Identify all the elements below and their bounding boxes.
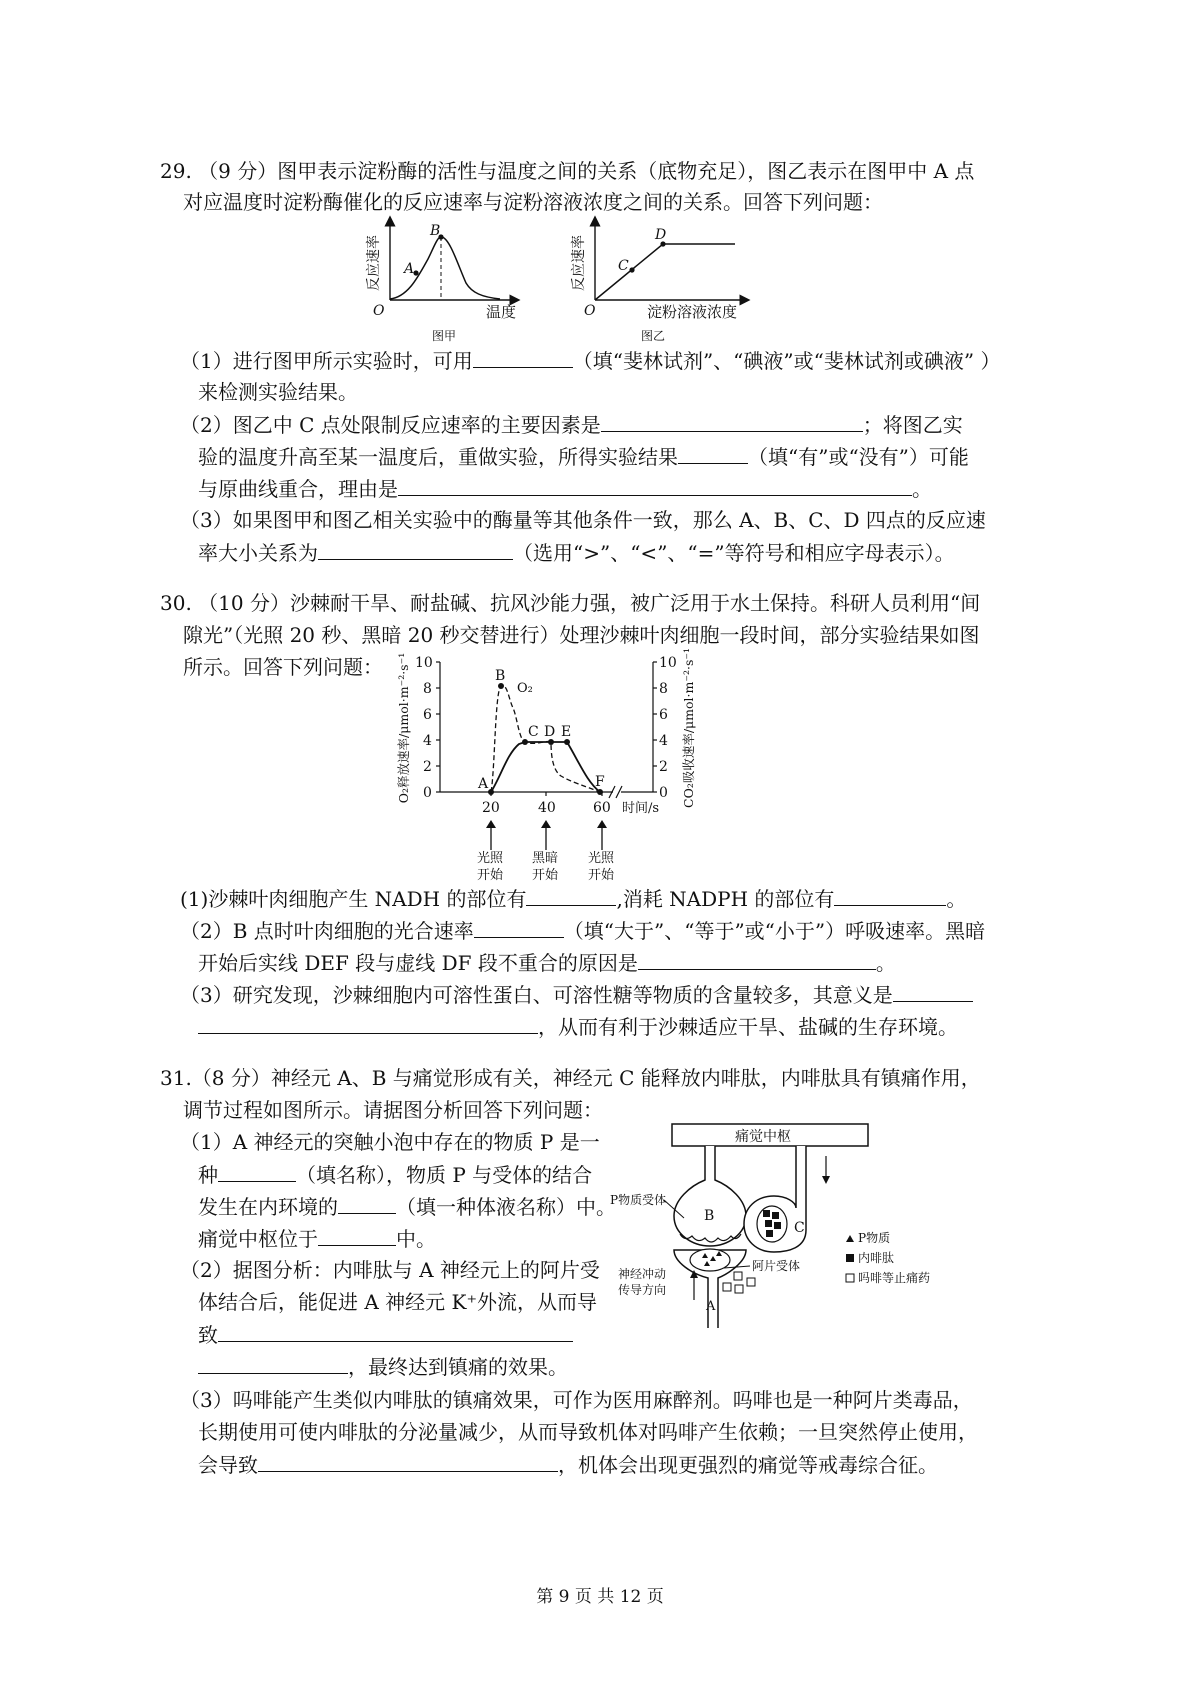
right-y-tick-10: 10 — [659, 655, 677, 671]
q29-sub1-answer-blank[interactable] — [473, 345, 573, 368]
q30-sub1-text: (1)沙棘叶肉细胞产生 NADH 的部位有 — [180, 887, 527, 911]
q31-sub1-line2 — [198, 1159, 592, 1190]
endorphin-mark — [765, 1220, 772, 1227]
x-axis-label: 时间/s — [622, 801, 660, 816]
arrow1-label-1: 光照 — [477, 851, 504, 866]
q31-sub1-text-3: 发生在内环境的 — [198, 1195, 338, 1219]
q29-sub2-line3 — [198, 473, 932, 504]
rate-line — [595, 244, 735, 300]
morphine-square — [735, 1285, 743, 1293]
q29-sub2-line1 — [180, 409, 963, 440]
q29-sub3-hint: （选用“>”、“<”、“=”等符号和相应字母表示）。 — [513, 541, 955, 565]
q31-sub3-answer-blank[interactable] — [258, 1449, 558, 1472]
q31-line-2: 调节过程如图所示。请据图分析回答下列问题： — [183, 1098, 603, 1122]
q31-sub2-line1: （2）据图分析：内啡肽与 A 神经元上的阿片受 — [180, 1258, 600, 1282]
point-d-label: D — [544, 724, 556, 740]
q31-sub1-text-4: （填一种体液名称）中。 — [396, 1195, 616, 1219]
q29-sub2-line2 — [198, 441, 969, 472]
q29-sub2-hint: （填“有”或“没有”）可能 — [748, 445, 969, 469]
q29-sub1-hint: （填“斐林试剂”、“碘液”或“斐林试剂或碘液” ） — [572, 349, 1001, 373]
impulse-label-1: 神经冲动 — [618, 1267, 667, 1281]
legend-p-label: P物质 — [858, 1231, 891, 1245]
q29-sub2-text-3: 验的温度升高至某一温度后，重做实验，所得实验结果 — [198, 445, 678, 469]
q29-line-1: 29. （9 分）图甲表示淀粉酶的活性与温度之间的关系（底物充足），图乙表示在图甲中 A 点 — [160, 159, 975, 183]
q30-sub2-period: 。 — [875, 951, 896, 975]
arrow-head-3 — [597, 820, 607, 828]
right-y-tick-4: 4 — [659, 733, 668, 749]
q31-sub2-answer-blank-2[interactable] — [198, 1351, 348, 1374]
q30-sub2-answer-blank-2[interactable] — [638, 947, 876, 970]
q31-sub2-answer-blank-1[interactable] — [218, 1319, 573, 1342]
q31-sub2-line4 — [198, 1351, 568, 1382]
q31-sub1-answer-blank-1[interactable] — [218, 1159, 296, 1182]
q30-sub2-answer-blank-1[interactable] — [474, 915, 564, 938]
morphine-icon — [846, 1274, 854, 1282]
neuron-b — [674, 1146, 746, 1246]
left-y-axis-label: O₂释放速率/μmol·m⁻²·s⁻¹ — [396, 652, 411, 804]
q31-sub1-text-2: （填名称），物质 P 与受体的结合 — [296, 1163, 593, 1187]
q29-sub1-line2: 来检测实验结果。 — [198, 380, 358, 404]
q29-sub3-line2 — [198, 537, 955, 568]
origin-label: O — [584, 303, 596, 319]
q30-sub2-line2 — [198, 947, 896, 978]
q30-sub2-text-2: 开始后实线 DEF 段与虚线 DF 段不重合的原因是 — [198, 951, 638, 975]
q29-figure-jia — [360, 215, 540, 354]
morphine-square — [723, 1283, 731, 1291]
neuron-a-label: A — [706, 1299, 716, 1314]
x-axis-label: 淀粉溶液浓度 — [647, 303, 738, 321]
point-a-label: A — [478, 776, 489, 792]
q29-sub2-text-4: 与原曲线重合，理由是 — [198, 477, 398, 501]
arrow-head-1 — [486, 820, 496, 828]
endorphin-mark — [763, 1210, 770, 1217]
q30-sub2-line1 — [180, 915, 985, 946]
q31-sub1-text: 种 — [198, 1163, 218, 1187]
y-tick-8: 8 — [423, 681, 432, 697]
q30-sub3-answer-blank-2[interactable] — [198, 1011, 538, 1034]
point-c-label: C — [528, 724, 539, 740]
x-axis-label: 温度 — [486, 303, 517, 321]
point-a — [413, 270, 418, 275]
q30-sub2-hint: （填“大于”、“等于”或“小于”）呼吸速率。黑暗 — [563, 919, 986, 943]
q30-sub1-answer-blank-1[interactable] — [526, 883, 616, 906]
y-tick-10: 10 — [415, 655, 433, 671]
q31-sub1-answer-blank-3[interactable] — [318, 1223, 396, 1246]
point-a-label: A — [404, 261, 415, 277]
point-c — [629, 267, 634, 272]
p-substance-icon — [846, 1235, 854, 1242]
neuron-b-label: B — [704, 1208, 715, 1224]
legend-endorphin-label: 内啡肽 — [858, 1251, 895, 1265]
point-a — [488, 789, 494, 795]
q31-sub3-line1: （3）吗啡能产生类似内啡肽的镇痛效果，可作为医用麻醉剂。吗啡也是一种阿片类毒品， — [180, 1388, 973, 1412]
q31-sub2-text: 致 — [198, 1323, 218, 1347]
y-tick-0: 0 — [423, 785, 432, 801]
q31-sub1-line4 — [198, 1223, 436, 1254]
endorphin-mark — [766, 1230, 773, 1237]
q30-sub1-period: 。 — [946, 887, 967, 911]
right-y-axis-label: CO₂吸收速率/μmol·m⁻²·s⁻¹ — [681, 648, 696, 808]
q31-sub3-text-2: ，机体会出现更强烈的痛觉等戒毒综合征。 — [558, 1453, 938, 1477]
q29-figure-yi — [571, 215, 770, 354]
q29-sub2-answer-blank-2[interactable] — [678, 441, 748, 464]
o2-series-label: O₂ — [517, 681, 533, 696]
q31-sub1-answer-blank-2[interactable] — [338, 1191, 396, 1214]
q31-sub3-line2: 长期使用可使内啡肽的分泌量减少，从而导致机体对吗啡产生依赖；一旦突然停止使用， — [198, 1420, 978, 1444]
y-axis-label: 反应速率 — [366, 235, 382, 291]
q31-sub3-text: 会导致 — [198, 1453, 258, 1477]
q29-sub3-answer-blank[interactable] — [318, 537, 513, 560]
q29-sub1-text: （1）进行图甲所示实验时，可用 — [180, 349, 473, 373]
origin-label: O — [373, 303, 385, 319]
co2-solid-curve — [491, 742, 600, 792]
arrow2-label-2: 开始 — [532, 868, 559, 883]
q30-sub2-text: （2）B 点时叶肉细胞的光合速率 — [180, 919, 474, 943]
legend-morphine-label: 吗啡等止痛药 — [858, 1271, 931, 1285]
q31-line-1: 31.（8 分）神经元 A、B 与痛觉形成有关，神经元 C 能释放内啡肽，内啡肽具有镇痛作用， — [160, 1066, 981, 1090]
impulse-label-2: 传导方向 — [618, 1283, 667, 1297]
q30-line-3: 所示。回答下列问题： — [183, 655, 383, 679]
figure-caption: 图甲 — [432, 329, 457, 343]
arrow1-label-2: 开始 — [477, 868, 504, 883]
q31-sub2-line2: 体结合后，能促进 A 神经元 K⁺外流，从而导 — [198, 1290, 598, 1314]
q29-sub3-line1: （3）如果图甲和图乙相关实验中的酶量等其他条件一致，那么 A、B、C、D 四点的反应速 — [180, 508, 986, 532]
q30-line-1: 30. （10 分）沙棘耐干旱、耐盐碱、抗风沙能力强，被广泛用于水土保持。科研人员利用“间 — [160, 591, 981, 615]
y-axis-label: 反应速率 — [571, 235, 587, 291]
figure-caption: 图乙 — [641, 329, 666, 343]
q31-sub2-line3 — [198, 1319, 573, 1350]
c-direction-arrow-head — [822, 1176, 830, 1184]
q29-sub2-answer-blank-1[interactable] — [601, 409, 863, 432]
arrow3-label-1: 光照 — [588, 851, 615, 866]
q30-sub1-line — [180, 883, 966, 914]
endorphin-mark — [774, 1222, 781, 1229]
pain-center-label: 痛觉中枢 — [735, 1129, 791, 1145]
p-receptor-label: P物质受体 — [610, 1193, 667, 1207]
page-footer: 第 9 页 共 12 页 — [536, 1587, 664, 1607]
q31-sub1-line1: （1）A 神经元的突触小泡中存在的物质 P 是一 — [180, 1130, 600, 1154]
q29-sub2-answer-blank-3[interactable] — [398, 473, 912, 496]
q29-sub2-text-2: ；将图乙实 — [862, 413, 963, 437]
x-tick-20: 20 — [482, 800, 500, 816]
q30-sub3-line2 — [198, 1011, 958, 1042]
q30-sub3-line1 — [180, 979, 973, 1010]
q31-neuron-diagram — [610, 1122, 960, 1336]
q29-sub2-text: （2）图乙中 C 点处限制反应速率的主要因素是 — [180, 413, 601, 437]
x-tick-40: 40 — [538, 800, 556, 816]
arrow3-label-2: 开始 — [588, 868, 615, 883]
point-b-label: B — [495, 668, 506, 684]
q29-sub3-text: 率大小关系为 — [198, 541, 318, 565]
endorphin-mark — [772, 1212, 779, 1219]
q30-sub3-text: （3）研究发现，沙棘细胞内可溶性蛋白、可溶性糖等物质的含量较多，其意义是 — [180, 983, 893, 1007]
point-d-label: D — [655, 227, 667, 243]
q29-sub2-period: 。 — [912, 477, 932, 501]
q31-sub2-text-2: ，最终达到镇痛的效果。 — [348, 1355, 568, 1379]
q30-sub1-answer-blank-2[interactable] — [834, 883, 946, 906]
morphine-square — [734, 1272, 742, 1280]
y-tick-2: 2 — [423, 759, 432, 775]
point-c-label: C — [618, 258, 629, 274]
endorphin-icon — [846, 1254, 854, 1262]
right-y-tick-2: 2 — [659, 759, 668, 775]
arrow-head-2 — [541, 820, 551, 828]
q30-line-2: 隙光”（光照 20 秒、黑暗 20 秒交替进行）处理沙棘叶肉细胞一段时间，部分实验结果如图 — [183, 623, 980, 647]
q30-chart — [395, 650, 730, 889]
q30-sub3-text-2: ，从而有利于沙棘适应干旱、盐碱的生存环境。 — [538, 1015, 958, 1039]
y-tick-4: 4 — [423, 733, 432, 749]
opioid-receptor-label: 阿片受体 — [752, 1259, 801, 1273]
q30-sub3-answer-blank-1[interactable] — [893, 979, 973, 1002]
q29-sub1-line1 — [180, 345, 1000, 376]
q31-sub1-text-5: 痛觉中枢位于 — [198, 1227, 318, 1251]
x-tick-60: 60 — [593, 800, 611, 816]
q31-sub3-line3 — [198, 1449, 938, 1480]
q31-sub1-line3 — [198, 1191, 616, 1222]
morphine-square — [747, 1278, 755, 1286]
point-f-label: F — [595, 774, 605, 790]
right-y-tick-8: 8 — [659, 681, 668, 697]
q30-sub1-text-2: ,消耗 NADPH 的部位有 — [616, 887, 835, 911]
arrow2-label-1: 黑暗 — [532, 851, 559, 866]
q29-line-2: 对应温度时淀粉酶催化的反应速率与淀粉溶液浓度之间的关系。回答下列问题： — [183, 190, 883, 214]
point-e-label: E — [561, 724, 572, 740]
right-y-tick-6: 6 — [659, 707, 668, 723]
right-y-tick-0: 0 — [659, 785, 668, 801]
point-b-label: B — [430, 223, 441, 239]
neuron-c-label: C — [794, 1220, 805, 1236]
q31-sub1-text-6: 中。 — [396, 1227, 436, 1251]
y-tick-6: 6 — [423, 707, 432, 723]
